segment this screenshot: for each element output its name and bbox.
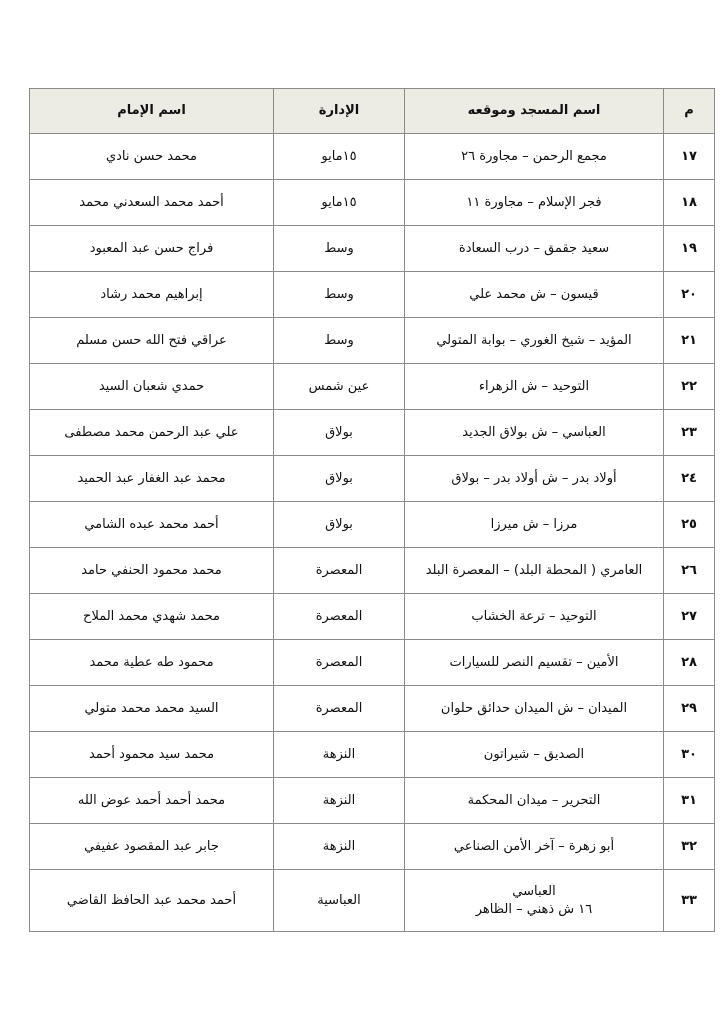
row-number: ١٨ (664, 180, 715, 226)
admin-cell: بولاق (274, 502, 405, 548)
admin-cell: المعصرة (274, 640, 405, 686)
row-number: ٢٧ (664, 594, 715, 640)
table-row (30, 824, 715, 870)
mosque-cell: قيسون – ش محمد علي (405, 272, 664, 318)
header-number: م (664, 89, 715, 134)
imam-cell: محمد حسن نادي (30, 134, 274, 180)
mosque-cell: العباسي – ش بولاق الجديد (405, 410, 664, 456)
imam-cell: أحمد محمد عبده الشامي (30, 502, 274, 548)
row-number: ٢٥ (664, 502, 715, 548)
mosque-name-line: العباسي (512, 883, 556, 899)
row-number: ٣٠ (664, 732, 715, 778)
mosque-cell: المؤيد – شيخ الغوري – بوابة المتولي (405, 318, 664, 364)
imam-cell: أحمد محمد عبد الحافظ القاضي (30, 870, 274, 932)
table-row (30, 686, 715, 732)
imam-cell: عراقي فتح الله حسن مسلم (30, 318, 274, 364)
table-row (30, 180, 715, 226)
table-row (30, 318, 715, 364)
row-number: ٣٣ (664, 870, 715, 932)
mosque-cell: مجمع الرحمن – مجاورة ٢٦ (405, 134, 664, 180)
table-row (30, 870, 715, 932)
header-mosque-name-location: اسم المسجد وموقعه (405, 89, 664, 134)
imam-cell: أحمد محمد السعدني محمد (30, 180, 274, 226)
admin-cell: النزهة (274, 732, 405, 778)
admin-cell: وسط (274, 272, 405, 318)
mosque-cell: التحرير – ميدان المحكمة (405, 778, 664, 824)
imam-cell: محمد محمود الحنفي حامد (30, 548, 274, 594)
admin-cell: وسط (274, 318, 405, 364)
admin-cell: المعصرة (274, 548, 405, 594)
mosque-cell: التوحيد – ش الزهراء (405, 364, 664, 410)
mosque-cell: الصديق – شيراتون (405, 732, 664, 778)
row-number: ٢٩ (664, 686, 715, 732)
table-row (30, 778, 715, 824)
table-row (30, 548, 715, 594)
imam-cell: فراج حسن عبد المعبود (30, 226, 274, 272)
imam-cell: محمد سيد محمود أحمد (30, 732, 274, 778)
admin-cell: النزهة (274, 824, 405, 870)
row-number: ٢٦ (664, 548, 715, 594)
row-number: ٢٠ (664, 272, 715, 318)
mosque-cell: الميدان – ش الميدان حدائق حلوان (405, 686, 664, 732)
imam-cell: حمدي شعبان السيد (30, 364, 274, 410)
admin-cell: عين شمس (274, 364, 405, 410)
table-row (30, 502, 715, 548)
row-number: ١٩ (664, 226, 715, 272)
mosque-cell: الأمين – تقسيم النصر للسيارات (405, 640, 664, 686)
imam-cell: محمد شهدي محمد الملاح (30, 594, 274, 640)
table-row (30, 732, 715, 778)
row-number: ٣٢ (664, 824, 715, 870)
row-number: ٢٢ (664, 364, 715, 410)
table-row (30, 272, 715, 318)
imam-cell: محمد أحمد أحمد عوض الله (30, 778, 274, 824)
imam-cell: محمد عبد الغفار عبد الحميد (30, 456, 274, 502)
admin-cell: وسط (274, 226, 405, 272)
admin-cell: العباسية (274, 870, 405, 932)
mosque-cell: التوحيد – ترعة الخشاب (405, 594, 664, 640)
imam-cell: جابر عبد المقصود عفيفي (30, 824, 274, 870)
mosque-cell: مرزا – ش ميرزا (405, 502, 664, 548)
table-row (30, 456, 715, 502)
header-imam-name: اسم الإمام (30, 89, 274, 134)
header-administration: الإدارة (274, 89, 405, 134)
admin-cell: بولاق (274, 456, 405, 502)
mosque-cell: العامري ( المحطة البلد) – المعصرة البلد (405, 548, 664, 594)
admin-cell: ١٥مايو (274, 134, 405, 180)
imam-cell: علي عبد الرحمن محمد مصطفى (30, 410, 274, 456)
row-number: ٢١ (664, 318, 715, 364)
row-number: ٢٣ (664, 410, 715, 456)
table-header-row (30, 89, 715, 134)
mosque-address-line: ١٦ ش ذهني – الظاهر (475, 901, 593, 917)
table-row (30, 226, 715, 272)
table-row (30, 640, 715, 686)
mosque-cell: أولاد بدر – ش أولاد بدر – بولاق (405, 456, 664, 502)
imam-cell: السيد محمد محمد متولي (30, 686, 274, 732)
table-row (30, 364, 715, 410)
admin-cell: بولاق (274, 410, 405, 456)
imam-cell: إبراهيم محمد رشاد (30, 272, 274, 318)
table-body (30, 134, 715, 932)
mosques-table (29, 88, 715, 932)
row-number: ٢٨ (664, 640, 715, 686)
table-row (30, 134, 715, 180)
row-number: ٣١ (664, 778, 715, 824)
admin-cell: ١٥مايو (274, 180, 405, 226)
imam-cell: محمود طه عطية محمد (30, 640, 274, 686)
mosque-cell: أبو زهرة – آخر الأمن الصناعي (405, 824, 664, 870)
row-number: ٢٤ (664, 456, 715, 502)
table-row (30, 410, 715, 456)
admin-cell: المعصرة (274, 686, 405, 732)
admin-cell: المعصرة (274, 594, 405, 640)
admin-cell: النزهة (274, 778, 405, 824)
mosque-cell (405, 870, 664, 932)
table-row (30, 594, 715, 640)
mosque-cell: فجر الإسلام – مجاورة ١١ (405, 180, 664, 226)
mosque-cell: سعيد جقمق – درب السعادة (405, 226, 664, 272)
row-number: ١٧ (664, 134, 715, 180)
